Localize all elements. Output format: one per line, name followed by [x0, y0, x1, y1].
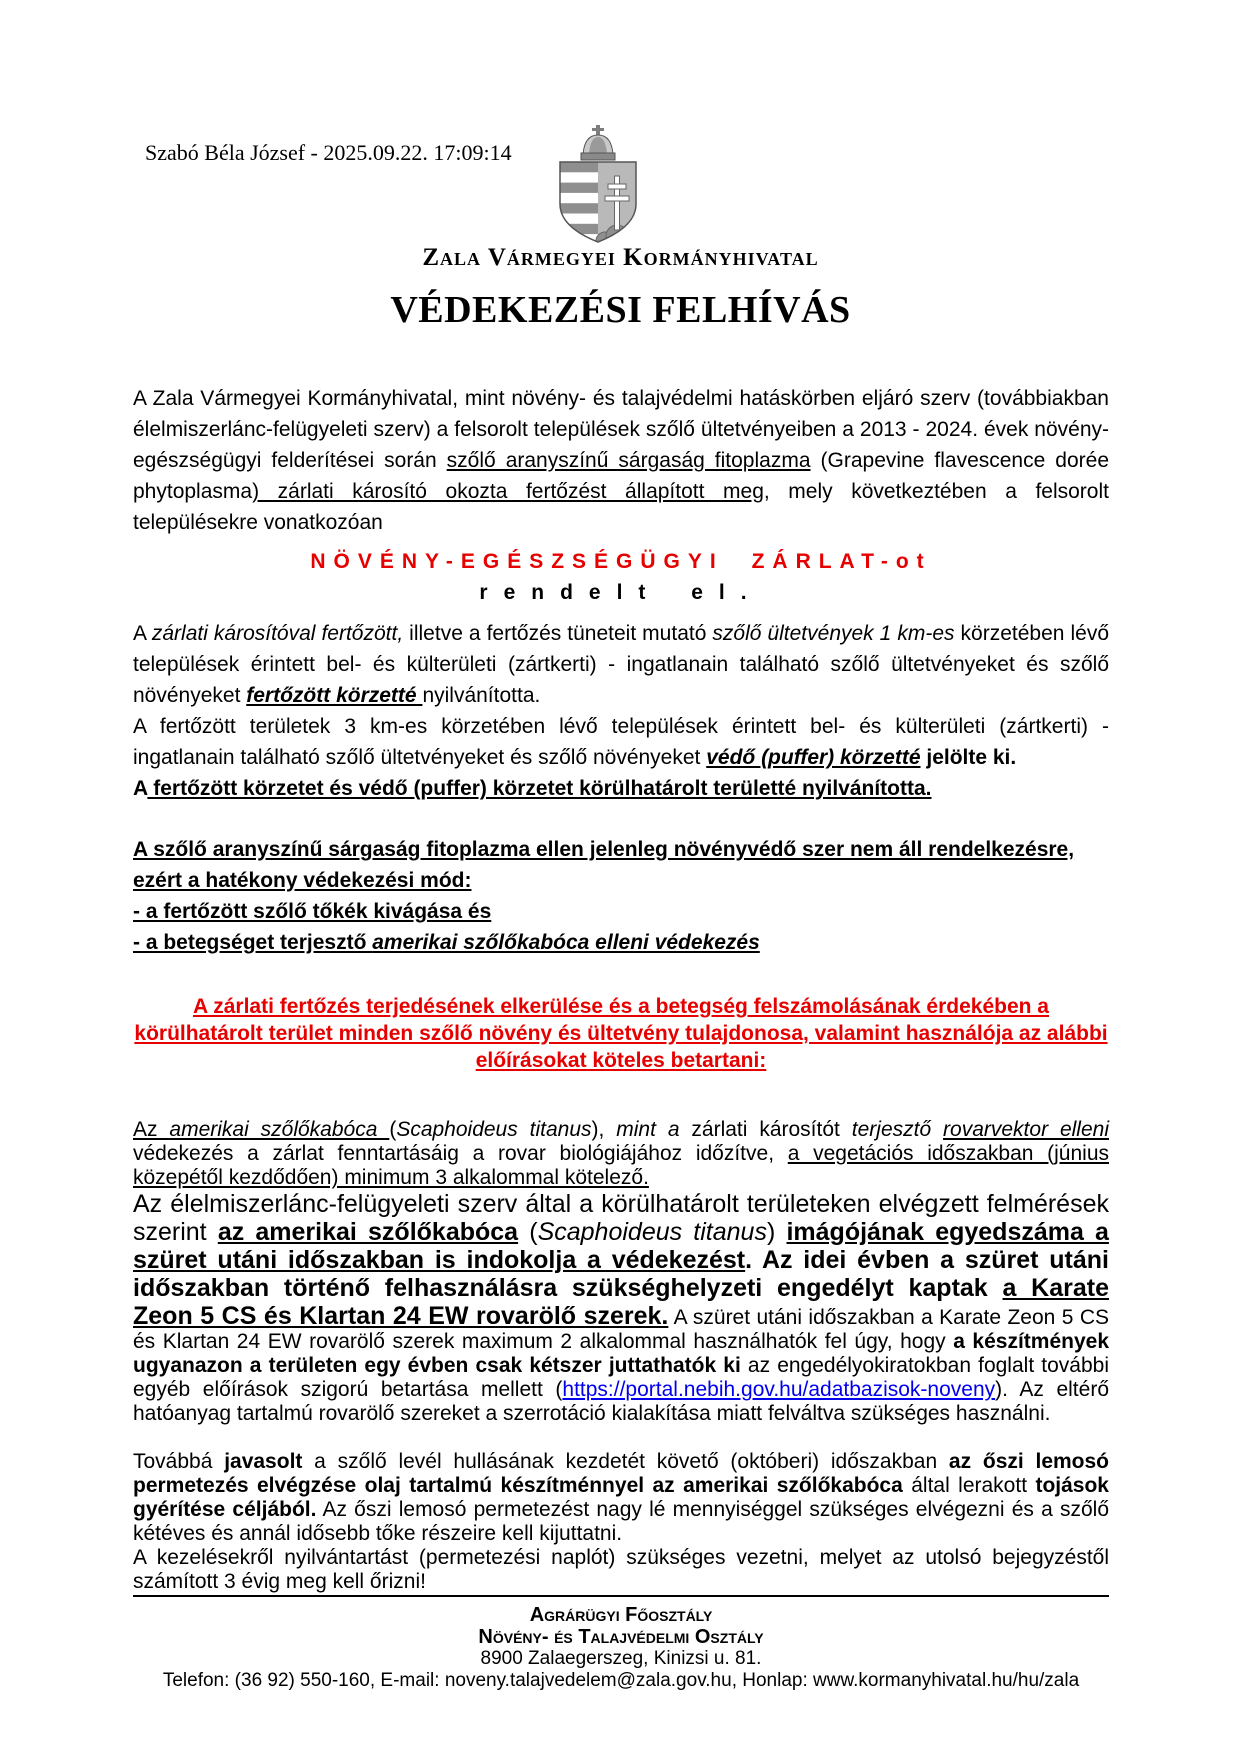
- defense-method-heading-line2: [133, 865, 1109, 896]
- text-run: fertőzött körzetté: [246, 684, 423, 707]
- text-run: A: [133, 777, 148, 800]
- text-run: zárlati károsítóval fertőzött,: [151, 622, 404, 645]
- text-run: Scaphoideus titanus: [396, 1118, 592, 1141]
- paragraph-demarcated-area: [133, 773, 1109, 804]
- text-run: A fertőzött területek 3 km-es körzetében lévő települések érintett bel- és külterületi (zártkerti) - ingatlanain található szőlő ültetvényeket és szőlő növényeket: [133, 715, 1109, 769]
- text-run: illetve a fertőzés tüneteit mutató: [403, 622, 713, 645]
- signature-timestamp: Szabó Béla József - 2025.09.22. 17:09:14: [145, 140, 512, 165]
- hungarian-coat-of-arms-icon: [555, 124, 641, 249]
- ordered-it-line: rendelt el.: [479, 581, 763, 604]
- text-run: ),: [591, 1118, 617, 1141]
- text-run: ). Az eltérő hatóanyag tartalmú rovarölő szereket a szerrotáció kialakítása miatt felváltva szükséges használni.: [133, 1378, 1109, 1425]
- text-run: Az őszi lemosó permetezést nagy lé mennyiséggel szükséges elvégezni és a szőlő kétéves és annál idősebb tőke részeire kell kijuttatni.: [133, 1498, 1109, 1545]
- text-run: (Grapevine flavescence dorée phytoplasma: [133, 449, 1109, 503]
- paragraph-emergency-permit: [133, 1190, 1109, 1450]
- text-run: - a betegséget terjesztő: [133, 931, 373, 954]
- text-run: A szőlő aranyszínű sárgaság fitoplazma ellen jelenleg növényvédő szer nem áll rendelkezésre,: [133, 838, 1075, 861]
- text-run: Továbbá: [133, 1450, 225, 1473]
- defense-method-item-1: [133, 896, 1109, 927]
- text-run: szőlő ültetvények 1 km-es: [712, 622, 955, 645]
- footer-department-1: Agrárügyi Főosztály: [529, 1604, 713, 1626]
- text-run: védő (puffer) körzetté: [706, 746, 921, 769]
- defense-method-heading-line1: [133, 834, 1109, 865]
- text-run: szőlő aranyszínű sárgaság fitoplazma: [446, 449, 811, 472]
- text-run: ezért a hatékony védekezési mód:: [133, 869, 472, 892]
- text-run: jelölte ki.: [920, 746, 1017, 769]
- text-run: által lerakott: [902, 1474, 1036, 1497]
- text-run: amerikai szőlőkabóca elleni védekezés: [372, 931, 760, 954]
- text-run: .: [745, 1246, 762, 1274]
- text-run: A kezelésekről nyilvántartást (permetezési naplót) szükséges vezetni, melyet az utolsó bejegyzéstől számított 3 évig meg kell őrizni!: [133, 1546, 1109, 1593]
- text-run: Az: [133, 1118, 170, 1141]
- text-run: mint a: [616, 1118, 692, 1141]
- document-title: VÉDEKEZÉSI FELHÍVÁS: [390, 289, 851, 331]
- text-run: a szőlő levél hullásának kezdetét követő (októberi) időszakban: [302, 1450, 949, 1473]
- paragraph-intro: [133, 383, 1109, 538]
- paragraph-record-keeping: [133, 1546, 1109, 1594]
- text-run: A szüret utáni időszakban a Karate Zeon 5 CS és Klartan 24 EW rovarölő szerek maximum 2 alkalommal használhatók fel úgy, hogy: [133, 1306, 1110, 1353]
- text-run: A: [133, 622, 152, 645]
- text-run: terjesztő: [851, 1118, 944, 1141]
- text-run: védekezés a zárlat fenntartásáig a rovar biológiájához időzítve,: [133, 1142, 788, 1165]
- red-obligation-notice: [133, 993, 1109, 1074]
- text-run: A zárlati fertőzés terjedésének elkerülése és a betegség felszámolásának érdekében a körülhatárolt terület minden szőlő növény és ültetvény tulajdonosa, valamint használója az alábbi előírásokat köteles betartani:: [134, 995, 1108, 1072]
- text-run: ) zárlati károsító okozta fertőzést állapított meg: [252, 480, 764, 503]
- text-run: rovarvektor elleni: [943, 1118, 1109, 1141]
- text-run: javasolt: [224, 1450, 303, 1473]
- document-body: [133, 383, 1109, 1594]
- text-run: a készítmények ugyanazon a területen egy évben csak kétszer juttathatók ki: [133, 1330, 1109, 1377]
- text-run: tojások gyérítése céljából.: [133, 1474, 1109, 1521]
- paragraph-buffer-zone: [133, 711, 1109, 773]
- paragraph-autumn-spray: [133, 1450, 1109, 1546]
- text-run: amerikai szőlőkabóca: [169, 1118, 390, 1141]
- text-run: , mely következtében a felsorolt településekre vonatkozóan: [133, 480, 1109, 534]
- text-run: (: [518, 1218, 538, 1246]
- text-run: körzetében lévő települések érintett bel- és külterületi (zártkerti) - ingatlanain található szőlő ültetvényeket és szőlő növényeket: [133, 622, 1109, 707]
- footer-address: 8900 Zalaegerszeg, Kinizsi u. 81.: [480, 1648, 762, 1669]
- text-run: ): [766, 1218, 787, 1246]
- text-run: zárlati károsítót: [691, 1118, 852, 1141]
- footer-contact: Telefon: (36 92) 550-160, E-mail: noveny.talajvedelem@zala.gov.hu, Honlap: www.kormanyhivatal.hu/hu/zala: [162, 1670, 1080, 1691]
- text-run: nyilvánította.: [422, 684, 541, 707]
- quarantine-order-line: NÖVÉNY-EGÉSZSÉGÜGYI ZÁRLAT-ot: [310, 550, 932, 573]
- text-run: - a fertőzött szőlő tőkék kivágása és: [133, 900, 492, 923]
- text-run: A Zala Vármegyei Kormányhivatal, mint növény- és talajvédelmi hatáskörben eljáró szerv (továbbiakban élelmiszerlánc-felügyeleti szerv) a felsorolt települések szőlő ültetvényeiben a 2013 - 2024. évek növény-egészségügyi felderítései során: [133, 387, 1109, 472]
- text-run: az őszi lemosó permetezés elvégzése olaj tartalmú készítménnyel az amerikai szőlőkabóca: [133, 1450, 1110, 1497]
- text-run: Az idei évben a szüret utáni időszakban történő felhasználásra szükséghelyzeti engedélyt kaptak: [133, 1246, 1109, 1302]
- text-run: imágójának egyedszáma a szüret utáni időszakban is indokolja a védekezést: [133, 1218, 1109, 1274]
- defense-method-item-2: [133, 927, 1109, 958]
- text-run: Az élelmiszerlánc-felügyeleti szerv által a körülhatárolt területeken elvégzett felmérések szerint: [133, 1190, 1109, 1246]
- paragraph-infected-zone: [133, 618, 1109, 711]
- organization-name: Zala Vármegyei Kormányhivatal: [422, 244, 819, 271]
- text-run: fertőzött körzetet és védő (puffer) körzetet körülhatárolt területté nyilvánította.: [147, 777, 932, 800]
- footer: [133, 1595, 1109, 1692]
- paragraph-vector-control: [133, 1118, 1109, 1190]
- footer-department-2: Növény- és Talajvédelmi Osztály: [478, 1626, 764, 1648]
- text-run: az engedélyokiratokban foglalt további egyéb előírások szigorú betartása mellett (: [133, 1354, 1109, 1401]
- text-run: Scaphoideus titanus: [537, 1218, 767, 1246]
- nebih-database-link[interactable]: https://portal.nebih.gov.hu/adatbazisok-noveny: [562, 1378, 996, 1401]
- text-run: a vegetációs időszakban (június közepétől kezdődően) minimum 3 alkalommal kötelező.: [133, 1142, 1109, 1189]
- text-run: (: [389, 1118, 397, 1141]
- text-run: a Karate Zeon 5 CS és Klartan 24 EW rovarölő szerek.: [133, 1274, 1110, 1330]
- text-run: az amerikai szőlőkabóca: [217, 1218, 519, 1246]
